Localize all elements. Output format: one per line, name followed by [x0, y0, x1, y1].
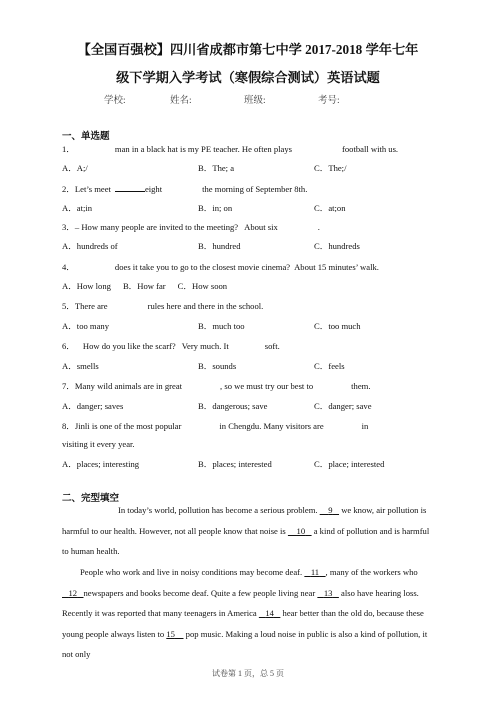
- blank-9: 9: [328, 505, 333, 515]
- blank-11: 11: [310, 567, 320, 577]
- q3-option-b: B．hundred: [198, 241, 241, 251]
- school-label: 学校:: [104, 96, 126, 106]
- blank-10: 10: [296, 525, 306, 536]
- blank-14: 14: [265, 608, 274, 619]
- q2-blank: [115, 182, 145, 192]
- question-7: 7．Many wild animals are in great , so we must try our best to them.: [62, 381, 371, 391]
- q1-option-a: A．A;/: [62, 163, 88, 173]
- q1-option-c: C．The;/: [314, 163, 347, 173]
- cloze-paragraph-1: In today’s world, pollution has become a serious problem. 9 we know, air pollution is harmful to our health. However, not all people know that noise is 10 a kind of pollution and is harmful to human health.: [62, 505, 430, 557]
- page-footer: 试卷第 1 页，总 5 页: [212, 669, 284, 678]
- q4-option-c: C．How soon: [177, 281, 228, 291]
- q4-options: [62, 280, 227, 292]
- q4-option-b: B．How far: [122, 281, 166, 291]
- q6-option-b: B．sounds: [198, 361, 237, 371]
- exam-title-line2: 级下学期入学考试（寒假综合测试）英语试题: [116, 70, 380, 85]
- question-6: 6． How do you like the scarf? Very much. It soft.: [62, 341, 280, 351]
- question-1: 1． man in a black hat is my PE teacher. He often plays football with us.: [62, 144, 399, 154]
- question-2: 2．Let’s meet eight the morning of September 8th.: [62, 184, 308, 194]
- q5-option-b: B．much too: [198, 321, 245, 331]
- class-label: 班级:: [244, 96, 266, 106]
- q2-option-b: B．in; on: [198, 203, 233, 213]
- q7-option-a: A．danger; saves: [62, 401, 124, 411]
- q5-option-c: C．too much: [314, 321, 361, 331]
- q3-option-c: C．hundreds: [314, 241, 360, 251]
- q8-option-c: C．place; interested: [314, 459, 385, 469]
- section-heading-cloze: 二、完型填空: [62, 494, 120, 504]
- q1-option-b: B．The; a: [198, 163, 235, 173]
- q2-option-a: A．at;in: [62, 203, 93, 213]
- name-label: 姓名:: [170, 96, 192, 106]
- q2-option-c: C．at;on: [314, 203, 346, 213]
- cloze-paragraph-2: People who work and live in noisy conditions may become deaf. 11 , many of the workers who 12 newspapers and books become deaf. Quite a few people living near 13 also have hearing loss. Recently it was reported that many teenagers in America 14 hear better than the old do, because these young people always listen to 15 pop music. Making a loud noise in public is also a kind of pollution, it not only: [62, 567, 428, 660]
- q7-option-c: C．danger; save: [314, 401, 372, 411]
- blank-13: 13: [323, 587, 333, 598]
- q3-option-a: A．hundreds of: [62, 241, 118, 251]
- q6-option-c: C．feels: [314, 361, 345, 371]
- q6-option-a: A．smells: [62, 361, 99, 371]
- exam-title-line1: 【全国百强校】四川省成都市第七中学 2017-2018 学年七年: [77, 42, 419, 57]
- exam-number-label: 考号:: [318, 96, 340, 106]
- blank-12: 12: [68, 587, 78, 598]
- question-5: 5．There are rules here and there in the school.: [62, 301, 264, 311]
- question-8-continued: visiting it every year.: [62, 439, 135, 449]
- blank-15: 15: [166, 628, 175, 639]
- q8-option-a: A．places; interesting: [62, 459, 140, 469]
- question-8: 8．Jinli is one of the most popular in Chengdu. Many visitors are in: [62, 421, 369, 431]
- question-3: 3．– How many people are invited to the meeting? About six .: [62, 222, 320, 232]
- section-heading-single-choice: 一、单选题: [62, 132, 110, 142]
- q8-option-b: B．places; interested: [198, 459, 272, 469]
- question-4: 4． does it take you to go to the closest movie cinema? About 15 minutes’ walk.: [62, 262, 379, 272]
- q5-option-a: A．too many: [62, 321, 110, 331]
- q7-option-b: B．dangerous; save: [198, 401, 268, 411]
- q4-option-a: A．How long: [62, 281, 111, 291]
